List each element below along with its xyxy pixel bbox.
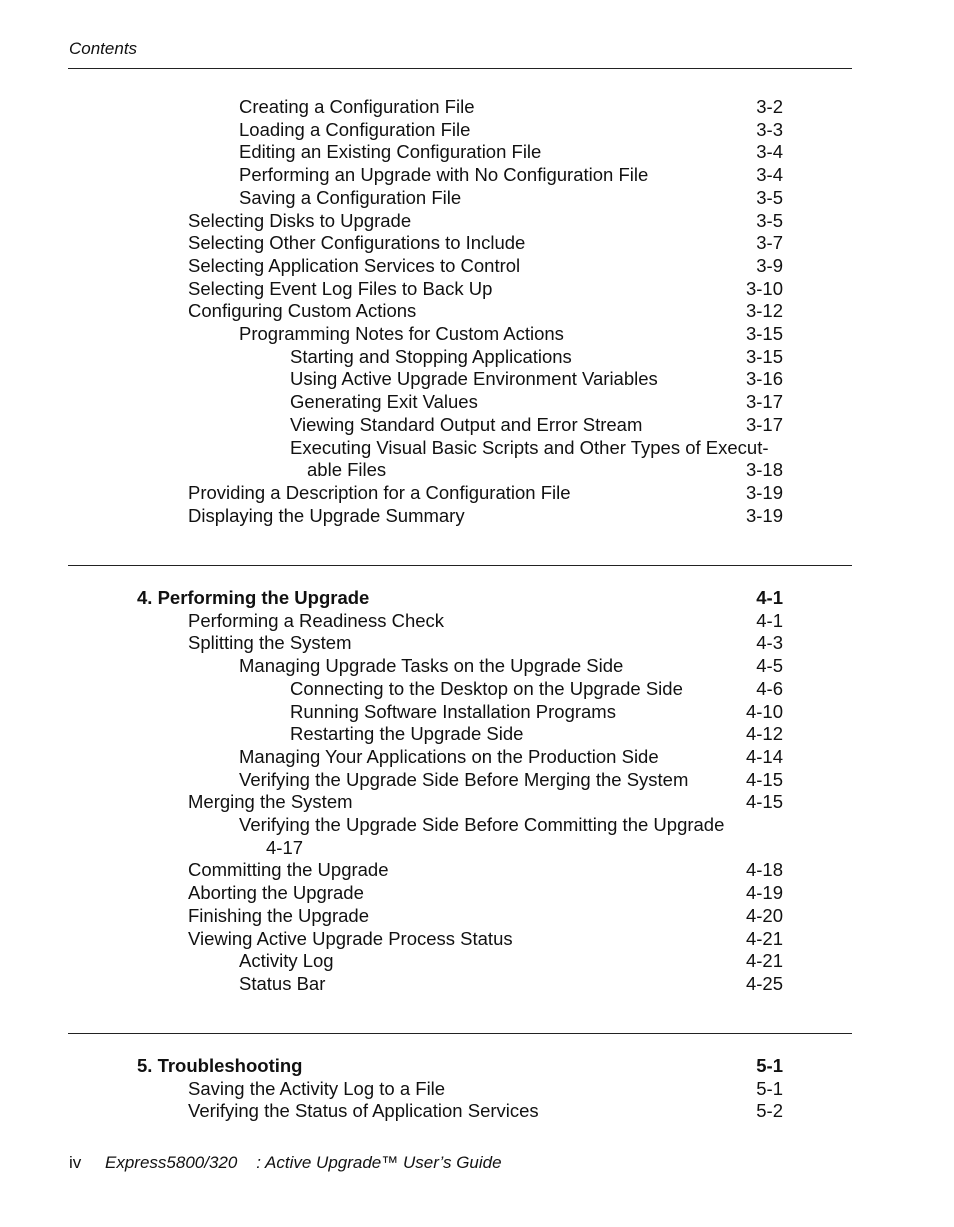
toc-entry[interactable]: [0, 232, 954, 254]
toc-entry[interactable]: [0, 632, 954, 654]
toc-entry-page: 3-18: [745, 459, 783, 481]
toc-entry[interactable]: [0, 278, 954, 300]
toc-entry[interactable]: [0, 323, 954, 345]
toc-entry[interactable]: [0, 610, 954, 632]
toc-entry[interactable]: [0, 119, 954, 141]
toc-entry-title: Configuring Custom Actions: [188, 300, 417, 322]
toc-entry-page: 4-10: [745, 700, 783, 722]
toc-entry-title: Activity Log: [239, 950, 334, 972]
toc-entry-page: 3-15: [745, 345, 783, 367]
toc-entry-title: Finishing the Upgrade: [188, 904, 369, 926]
toc-entry-page: 4-3: [756, 632, 783, 654]
toc-entry[interactable]: [0, 346, 954, 368]
running-header: Contents: [69, 39, 138, 58]
toc-entry[interactable]: [0, 928, 954, 950]
toc-entry-title: Performing a Readiness Check: [188, 609, 445, 631]
toc-entry-page: 3-19: [745, 481, 783, 503]
toc-entry-page: 4-1: [756, 609, 783, 631]
toc-entry-page: 5-1: [756, 1055, 783, 1076]
toc-entry-title: Connecting to the Desktop on the Upgrade Side: [290, 677, 683, 699]
toc-entry-page: 4-15: [745, 791, 783, 813]
toc-entry[interactable]: [0, 950, 954, 972]
toc-entry[interactable]: [0, 701, 954, 723]
toc-entry-title: Generating Exit Values: [290, 391, 478, 413]
toc-entry-page: 4-15: [745, 768, 783, 790]
toc-entry[interactable]: [0, 973, 954, 995]
toc-entry-page: 3-19: [745, 504, 783, 526]
toc-entry[interactable]: [0, 882, 954, 904]
toc-entry-page: 3-7: [756, 232, 783, 254]
toc-entry-page: 4-18: [745, 859, 783, 881]
toc-entry-page: 3-17: [745, 391, 783, 413]
toc-entry[interactable]: [0, 96, 954, 118]
toc-entry-page: 3-4: [756, 141, 783, 163]
toc-entry-page: 4-5: [756, 655, 783, 677]
toc-entry-title: Merging the System: [188, 791, 353, 813]
toc-entry-title: Providing a Description for a Configuration File: [188, 481, 571, 503]
toc-entry-page: 4-19: [745, 882, 783, 904]
toc-entry-title: Performing an Upgrade with No Configuration File: [239, 164, 649, 186]
toc-entry-page: 4-20: [745, 904, 783, 926]
toc-entry-title: Saving the Activity Log to a File: [188, 1077, 446, 1099]
toc-entry[interactable]: [0, 482, 954, 504]
toc-entry-title: able Files: [307, 459, 387, 481]
toc-entry[interactable]: [0, 459, 954, 481]
toc-entry-title: 4-17: [266, 836, 304, 858]
toc-entry-page: 4-1: [756, 587, 783, 608]
toc-entry-title: 4. Performing the Upgrade: [137, 587, 370, 608]
toc-entry-page: 5-1: [756, 1077, 783, 1099]
toc-entry-title: Selecting Event Log Files to Back Up: [188, 277, 493, 299]
toc-entry[interactable]: [0, 414, 954, 436]
toc-entry-title: Verifying the Upgrade Side Before Merging the System: [239, 768, 689, 790]
toc-entry-page: 4-21: [745, 950, 783, 972]
toc-entry[interactable]: [0, 437, 954, 459]
toc-entry-page: 3-12: [745, 300, 783, 322]
toc-entry[interactable]: [0, 1100, 954, 1122]
toc-entry-title: Managing Upgrade Tasks on the Upgrade Side: [239, 655, 624, 677]
toc-entry-page: 3-5: [756, 209, 783, 231]
toc-entry-title: Status Bar: [239, 972, 326, 994]
toc-entry-title: Splitting the System: [188, 632, 352, 654]
toc-entry-page: 4-12: [745, 723, 783, 745]
section-divider: [68, 565, 852, 566]
toc-entry-page: 4-25: [745, 972, 783, 994]
toc-entry-title: Viewing Standard Output and Error Stream: [290, 413, 643, 435]
toc-entry-title: Creating a Configuration File: [239, 96, 475, 117]
toc-entry[interactable]: [0, 678, 954, 700]
toc-entry[interactable]: [0, 391, 954, 413]
toc-entry-title: Managing Your Applications on the Production Side: [239, 745, 659, 767]
toc-entry-title: Displaying the Upgrade Summary: [188, 504, 465, 526]
toc-entry-page: 3-5: [756, 186, 783, 208]
toc-entry-title: Executing Visual Basic Scripts and Other Types of Execut-: [290, 436, 769, 458]
toc-entry[interactable]: [0, 837, 954, 859]
toc-entry-title: 5. Troubleshooting: [137, 1055, 303, 1076]
toc-entry-page: 4-14: [745, 745, 783, 767]
toc-entry[interactable]: [0, 210, 954, 232]
toc-entry[interactable]: [0, 505, 954, 527]
toc-entry[interactable]: [0, 300, 954, 322]
toc-entry-title: Selecting Application Services to Control: [188, 254, 521, 276]
toc-entry[interactable]: [0, 368, 954, 390]
toc-entry-page: 3-10: [745, 277, 783, 299]
toc-entry-title: Committing the Upgrade: [188, 859, 389, 881]
toc-entry-page: 3-3: [756, 118, 783, 140]
toc-entry[interactable]: [0, 723, 954, 745]
toc-entry-page: 3-16: [745, 368, 783, 390]
document-title: Express5800/320 : Active Upgrade™ User’s Guide: [105, 1153, 502, 1172]
toc-entry-title: Restarting the Upgrade Side: [290, 723, 524, 745]
toc-entry[interactable]: [0, 746, 954, 768]
toc-entry-page: 3-15: [745, 323, 783, 344]
toc-entry-page: 3-2: [756, 96, 783, 117]
toc-entry[interactable]: [0, 905, 954, 927]
toc-entry[interactable]: [0, 141, 954, 163]
toc-chapter-entry[interactable]: [0, 587, 954, 609]
toc-entry-title: Viewing Active Upgrade Process Status: [188, 927, 513, 949]
toc-entry[interactable]: [0, 769, 954, 791]
toc-entry-title: Starting and Stopping Applications: [290, 345, 572, 367]
toc-entry-title: Loading a Configuration File: [239, 118, 471, 140]
toc-entry-page: 4-21: [745, 927, 783, 949]
toc-entry[interactable]: [0, 164, 954, 186]
toc-entry-title: Aborting the Upgrade: [188, 882, 364, 904]
toc-entry-title: Verifying the Status of Application Services: [188, 1100, 539, 1122]
toc-entry[interactable]: [0, 814, 954, 836]
toc-entry-title: Running Software Installation Programs: [290, 700, 616, 722]
toc-entry-title: Programming Notes for Custom Actions: [239, 323, 564, 344]
header-rule: [68, 68, 852, 69]
toc-entry[interactable]: [0, 1078, 954, 1100]
toc-entry-title: Using Active Upgrade Environment Variables: [290, 368, 658, 390]
section-divider: [68, 1033, 852, 1034]
toc-entry-page: 4-6: [756, 677, 783, 699]
toc-entry-page: 3-17: [745, 413, 783, 435]
toc-entry-page: 3-4: [756, 164, 783, 186]
toc-chapter-entry[interactable]: [0, 1055, 954, 1077]
toc-entry-page: 3-9: [756, 254, 783, 276]
toc-entry[interactable]: [0, 187, 954, 209]
page-number: iv: [69, 1153, 82, 1172]
toc-entry[interactable]: [0, 655, 954, 677]
toc-entry-title: Editing an Existing Configuration File: [239, 141, 542, 163]
toc-entry[interactable]: [0, 255, 954, 277]
toc-entry-title: Selecting Other Configurations to Include: [188, 232, 526, 254]
toc-entry-title: Verifying the Upgrade Side Before Committing the Upgrade: [239, 814, 725, 835]
toc-entry-title: Selecting Disks to Upgrade: [188, 209, 412, 231]
toc-entry-page: 5-2: [756, 1100, 783, 1122]
toc-entry[interactable]: [0, 859, 954, 881]
toc-entry-title: Saving a Configuration File: [239, 186, 462, 208]
toc-entry[interactable]: [0, 791, 954, 813]
